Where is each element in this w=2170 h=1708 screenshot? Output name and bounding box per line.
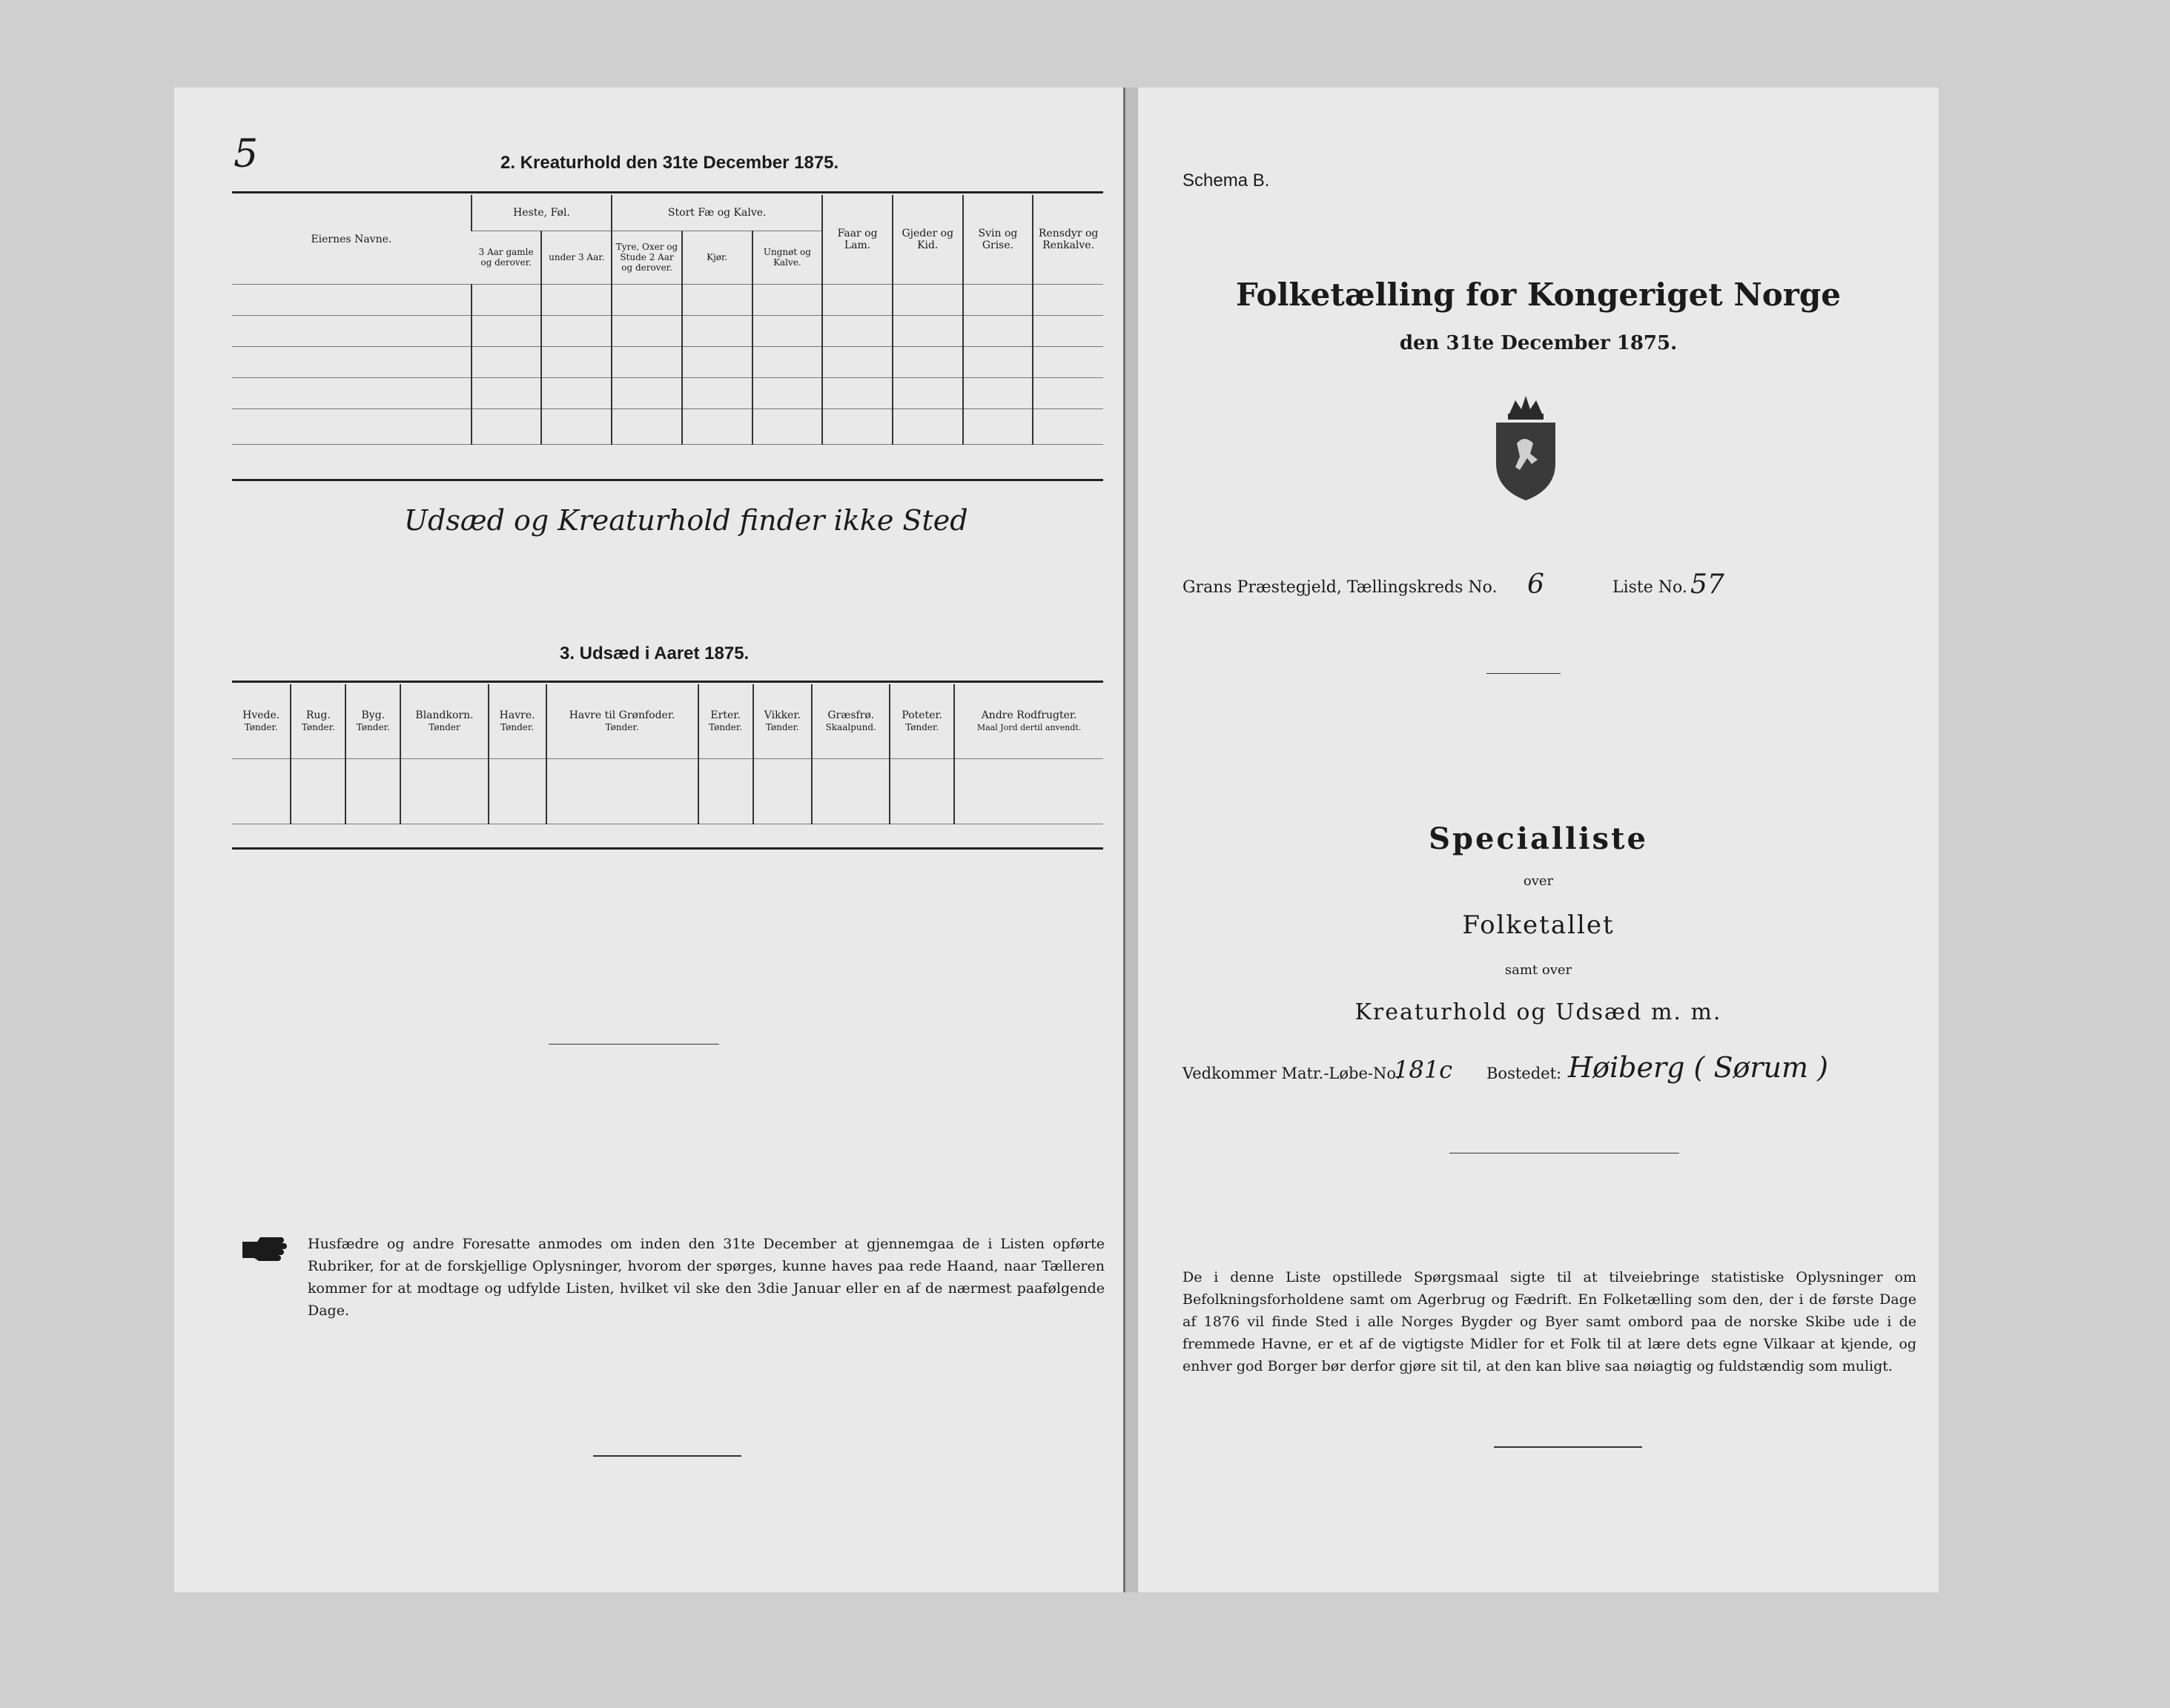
kreaturhold-heading: Kreaturhold og Udsæd m. m. [1354, 999, 1722, 1025]
census-statement: De i denne Liste opstillede Spørgsmaal sigte til at tilveiebringe statistiske Oplysninger om Befolkningsforholdene samt om Agerbrug og Fædrift. En Folketælling som den, der i de første Dage af 1876 vil finde Sted i alle Norges Bygder og Byer samt ombord paa de norske Skibe ude i de fremmede Havne, er et af de vigtigste Midler for et Folk til at lære dets egne Vilkaar at kjende, og enhver god Borger bør derfor gjøre sit til, at den kan blive saa nøiagtig og fuldstændig som muligt. [1182, 1269, 1916, 1374]
page-fold [1125, 87, 1138, 1592]
kjor-header: Kjør. [682, 231, 752, 284]
sow-erter: Erter. Tønder. [698, 684, 753, 758]
livestock-table [232, 195, 1103, 445]
census-sheet [174, 87, 1939, 1592]
right-page [1138, 87, 1939, 1592]
gjeder-header: Gjeder og Kid. [893, 195, 963, 284]
liste-label: Liste No. [1612, 578, 1687, 597]
page-mark: 5 [234, 132, 259, 176]
folketallet-heading: Folketallet [1462, 910, 1615, 940]
prestegjeld-label: Grans Præstegjeld, Tællingskreds No. [1182, 578, 1498, 597]
handwritten-note: Udsæd og Kreaturhold finder ikke Sted [404, 504, 968, 537]
sow-gronfoder: Havre til Grønfoder. Tønder. [546, 684, 698, 758]
sow-byg: Byg. Tønder. [345, 684, 400, 758]
svin-header: Svin og Grise. [963, 195, 1033, 284]
schema-label: Schema B. [1182, 171, 1270, 191]
sow-hvede: Hvede. Tønder. [232, 684, 291, 758]
bosted-value: Høiberg ( Sørum ) [1568, 1051, 1828, 1084]
household-notice: Husfædre og andre Foresatte anmodes om inden den 31te December at gjennemgaa de i Listen opførte Rubriker, for at de forskjellige Oplysninger, hvorom der spørges, kunne haves paa rede Haand, naar Tælleren kommer for at modtage og udfylde Listen, hvilket vil ske den 3die Januar eller en af de nærmest paafølgende Dage. [308, 1236, 1105, 1319]
heste-header: Heste, Føl. [472, 195, 612, 231]
sow-vikker: Vikker. Tønder. [753, 684, 813, 758]
sow-rug: Rug. Tønder. [291, 684, 345, 758]
samt-over-text: samt over [1504, 962, 1572, 978]
tyre-header: Tyre, Oxer og Stude 2 Aar og derover. [612, 231, 682, 284]
section3-title: 3. Udsæd i Aaret 1875. [560, 643, 750, 663]
over-text: over [1523, 873, 1554, 889]
liste-number: 57 [1690, 569, 1724, 600]
stort-header: Stort Fæ og Kalve. [612, 195, 822, 231]
census-date: den 31te December 1875. [1399, 332, 1678, 354]
owner-header: Eiernes Navne. [232, 195, 472, 284]
sow-poteter: Poteter. Tønder. [890, 684, 954, 758]
matr-number: 181c [1394, 1056, 1452, 1084]
sow-rodfrugter: Andre Rodfrugter. Maal Jord dertil anvendt. [954, 684, 1103, 758]
kreds-number: 6 [1527, 569, 1544, 600]
left-page [174, 87, 1126, 1592]
section2-title: 2. Kreaturhold den 31te December 1875. [500, 153, 839, 173]
bosted-label: Bostedet: [1486, 1065, 1562, 1082]
sow-havre: Havre. Tønder. [489, 684, 546, 758]
census-title: Folketælling for Kongeriget Norge [1236, 277, 1841, 313]
sow-graesfro: Græsfrø. Skaalpund. [812, 684, 890, 758]
sowing-table [232, 684, 1103, 824]
faar-header: Faar og Lam. [822, 195, 893, 284]
specialliste-heading: Specialliste [1429, 821, 1648, 856]
pointing-hand-icon [241, 1233, 293, 1265]
rensdyr-header: Rensdyr og Renkalve. [1033, 195, 1103, 284]
heste-young-header: under 3 Aar. [541, 231, 612, 284]
heste-old-header: 3 Aar gamle og derover. [472, 231, 542, 284]
ungnot-header: Ungnøt og Kalve. [752, 231, 823, 284]
matr-label: Vedkommer Matr.-Løbe-No. [1182, 1065, 1401, 1082]
sow-blandkorn: Blandkorn. Tønder [400, 684, 488, 758]
norwegian-coat-of-arms-icon [1489, 391, 1563, 506]
